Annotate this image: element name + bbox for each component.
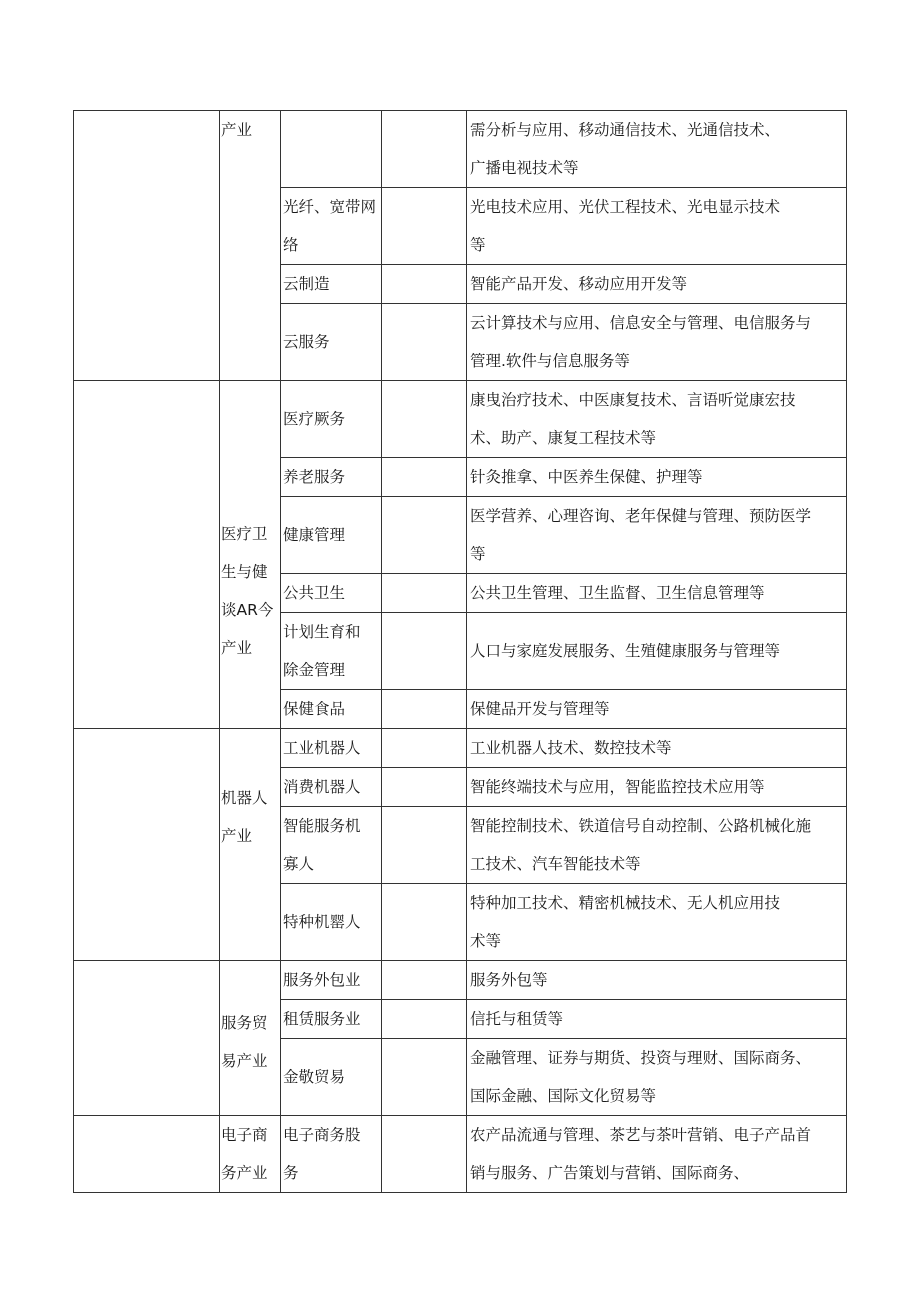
desc-line: 特种加工技术、精密机械技术、无人机应用技 xyxy=(470,894,781,912)
sub-line: 务 xyxy=(283,1164,299,1182)
sub-line: 租赁服务业 xyxy=(283,1010,361,1028)
desc-line: 云计算技术与应用、信息安全与管理、电信服务与 xyxy=(470,314,812,332)
desc-line: 术、助产、康复工程技术等 xyxy=(470,429,657,447)
table-row xyxy=(74,381,847,458)
sub-industry-cell xyxy=(281,961,382,1000)
blank-cell xyxy=(382,613,467,690)
desc-line: 信托与租赁等 xyxy=(470,1010,564,1028)
category-cell xyxy=(74,961,220,1116)
blank-cell xyxy=(382,304,467,381)
category-cell xyxy=(74,1116,220,1193)
desc-line: 工技术、汽车智能技术等 xyxy=(470,855,641,873)
industry-name-line: 产业 xyxy=(221,827,253,845)
table-row xyxy=(74,111,847,188)
sub-industry-cell xyxy=(281,729,382,768)
majors-description-cell xyxy=(467,613,847,690)
sub-industry-cell xyxy=(281,304,382,381)
blank-cell xyxy=(382,1039,467,1116)
majors-description-cell xyxy=(467,574,847,613)
industry-name-line: 机器人 xyxy=(221,789,268,807)
desc-line: 智能终端技术与应用，智能监控技术应用等 xyxy=(470,778,765,796)
desc-line: 智能控制技术、铁道信号自动控制、公路机械化施 xyxy=(470,817,812,835)
sub-industry-cell xyxy=(281,265,382,304)
desc-line: 工业机器人技术、数控技术等 xyxy=(470,739,672,757)
blank-cell xyxy=(382,1000,467,1039)
sub-line: 光纤、宽带网 xyxy=(283,198,377,216)
industry-cell xyxy=(220,381,281,729)
majors-description-cell xyxy=(467,304,847,381)
sub-line: 工业机器人 xyxy=(283,739,361,757)
sub-line: 公共卫生 xyxy=(283,584,346,602)
table-row xyxy=(74,961,847,1000)
majors-description-cell xyxy=(467,1116,847,1193)
majors-description-cell xyxy=(467,768,847,807)
sub-industry-cell xyxy=(281,458,382,497)
majors-description-cell xyxy=(467,497,847,574)
sub-line: 智能服务机 xyxy=(283,817,361,835)
majors-description-cell xyxy=(467,111,847,188)
sub-line: 保健食品 xyxy=(283,700,346,718)
industry-name-line: 产业 xyxy=(221,639,253,657)
desc-line: 针灸推拿、中医养生保健、护理等 xyxy=(470,468,703,486)
majors-description-cell xyxy=(467,729,847,768)
majors-description-cell xyxy=(467,690,847,729)
blank-cell xyxy=(382,497,467,574)
sub-industry-cell xyxy=(281,188,382,265)
blank-cell xyxy=(382,807,467,884)
blank-cell xyxy=(382,111,467,188)
blank-cell xyxy=(382,458,467,497)
majors-description-cell xyxy=(467,381,847,458)
blank-cell xyxy=(382,574,467,613)
blank-cell xyxy=(382,884,467,961)
sub-line: 金敬贸易 xyxy=(283,1068,346,1086)
blank-cell xyxy=(382,961,467,1000)
sub-line: 计划生育和 xyxy=(283,623,361,641)
sub-line: 除金管理 xyxy=(283,661,346,679)
desc-line: 康曳治疗技术、中医康复技术、言语听觉康宏技 xyxy=(470,391,796,409)
majors-description-cell xyxy=(467,265,847,304)
sub-line: 医疗厥务 xyxy=(283,410,346,428)
industry-name-line: 产业 xyxy=(221,121,253,139)
majors-description-cell xyxy=(467,961,847,1000)
desc-line: 国际金融、国际文化贸易等 xyxy=(470,1087,657,1105)
desc-line: 农产品流通与管理、茶艺与茶叶营销、电子产品首 xyxy=(470,1126,812,1144)
majors-description-cell xyxy=(467,188,847,265)
blank-cell xyxy=(382,729,467,768)
desc-line: 人口与家庭发展服务、生殖健康服务与管理等 xyxy=(470,642,781,660)
industry-cell xyxy=(220,729,281,961)
sub-industry-cell xyxy=(281,690,382,729)
desc-line: 等 xyxy=(470,236,486,254)
blank-cell xyxy=(382,1116,467,1193)
table-row xyxy=(74,729,847,768)
sub-industry-cell xyxy=(281,1116,382,1193)
industry-cell xyxy=(220,961,281,1116)
category-cell xyxy=(74,729,220,961)
sub-industry-cell xyxy=(281,381,382,458)
sub-industry-cell xyxy=(281,1039,382,1116)
desc-line: 保健品开发与管理等 xyxy=(470,700,610,718)
sub-line: 络 xyxy=(283,236,299,254)
majors-description-cell xyxy=(467,1000,847,1039)
blank-cell xyxy=(382,188,467,265)
sub-industry-cell xyxy=(281,574,382,613)
category-cell xyxy=(74,111,220,381)
sub-line: 养老服务 xyxy=(283,468,346,486)
sub-industry-cell xyxy=(281,497,382,574)
industry-name-line: 生与健 xyxy=(221,563,268,581)
majors-description-cell xyxy=(467,884,847,961)
sub-industry-cell xyxy=(281,807,382,884)
sub-line: 云服务 xyxy=(283,333,330,351)
sub-line: 寡人 xyxy=(283,855,315,873)
desc-line: 医学营养、心理咨询、老年保健与管理、预防医学 xyxy=(470,507,812,525)
sub-line: 电子商务股 xyxy=(283,1126,361,1144)
sub-industry-cell xyxy=(281,884,382,961)
industry-name-line: 医疗卫 xyxy=(221,525,268,543)
sub-industry-cell xyxy=(281,111,382,188)
sub-line: 健康管理 xyxy=(283,526,346,544)
desc-line: 管理.软件与信息服务等 xyxy=(470,352,630,370)
majors-description-cell xyxy=(467,807,847,884)
sub-line: 特种机罂人 xyxy=(283,913,361,931)
industry-name-line: 电子商 xyxy=(221,1126,268,1144)
industry-cell xyxy=(220,111,281,381)
industry-cell xyxy=(220,1116,281,1193)
sub-industry-cell xyxy=(281,768,382,807)
desc-line: 销与服务、广告策划与营销、国际商务、 xyxy=(470,1164,750,1182)
desc-line: 公共卫生管理、卫生监督、卫生信息管理等 xyxy=(470,584,765,602)
desc-line: 术等 xyxy=(470,932,502,950)
desc-line: 需分析与应用、移动通信技术、光通信技术、 xyxy=(470,121,781,139)
desc-line: 智能产品开发、移动应用开发等 xyxy=(470,275,688,293)
blank-cell xyxy=(382,265,467,304)
industry-name-line: 易产业 xyxy=(221,1052,268,1070)
industry-major-table xyxy=(73,110,847,1193)
industry-name-line: 谈AR今 xyxy=(221,601,274,619)
industry-name-line: 服务贸 xyxy=(221,1014,268,1032)
desc-line: 光电技术应用、光伏工程技术、光电显示技术 xyxy=(470,198,781,216)
desc-line: 服务外包等 xyxy=(470,971,548,989)
majors-description-cell xyxy=(467,1039,847,1116)
industry-name-line: 务产业 xyxy=(221,1164,268,1182)
desc-line: 广播电视技术等 xyxy=(470,159,579,177)
blank-cell xyxy=(382,768,467,807)
sub-industry-cell xyxy=(281,1000,382,1039)
sub-industry-cell xyxy=(281,613,382,690)
sub-line: 云制造 xyxy=(283,275,330,293)
blank-cell xyxy=(382,690,467,729)
category-cell xyxy=(74,381,220,729)
majors-description-cell xyxy=(467,458,847,497)
sub-line: 消费机器人 xyxy=(283,778,361,796)
desc-line: 金融管理、证券与期货、投资与理财、国际商务、 xyxy=(470,1049,812,1067)
sub-line: 服务外包业 xyxy=(283,971,361,989)
desc-line: 等 xyxy=(470,545,486,563)
table-row xyxy=(74,1116,847,1193)
blank-cell xyxy=(382,381,467,458)
